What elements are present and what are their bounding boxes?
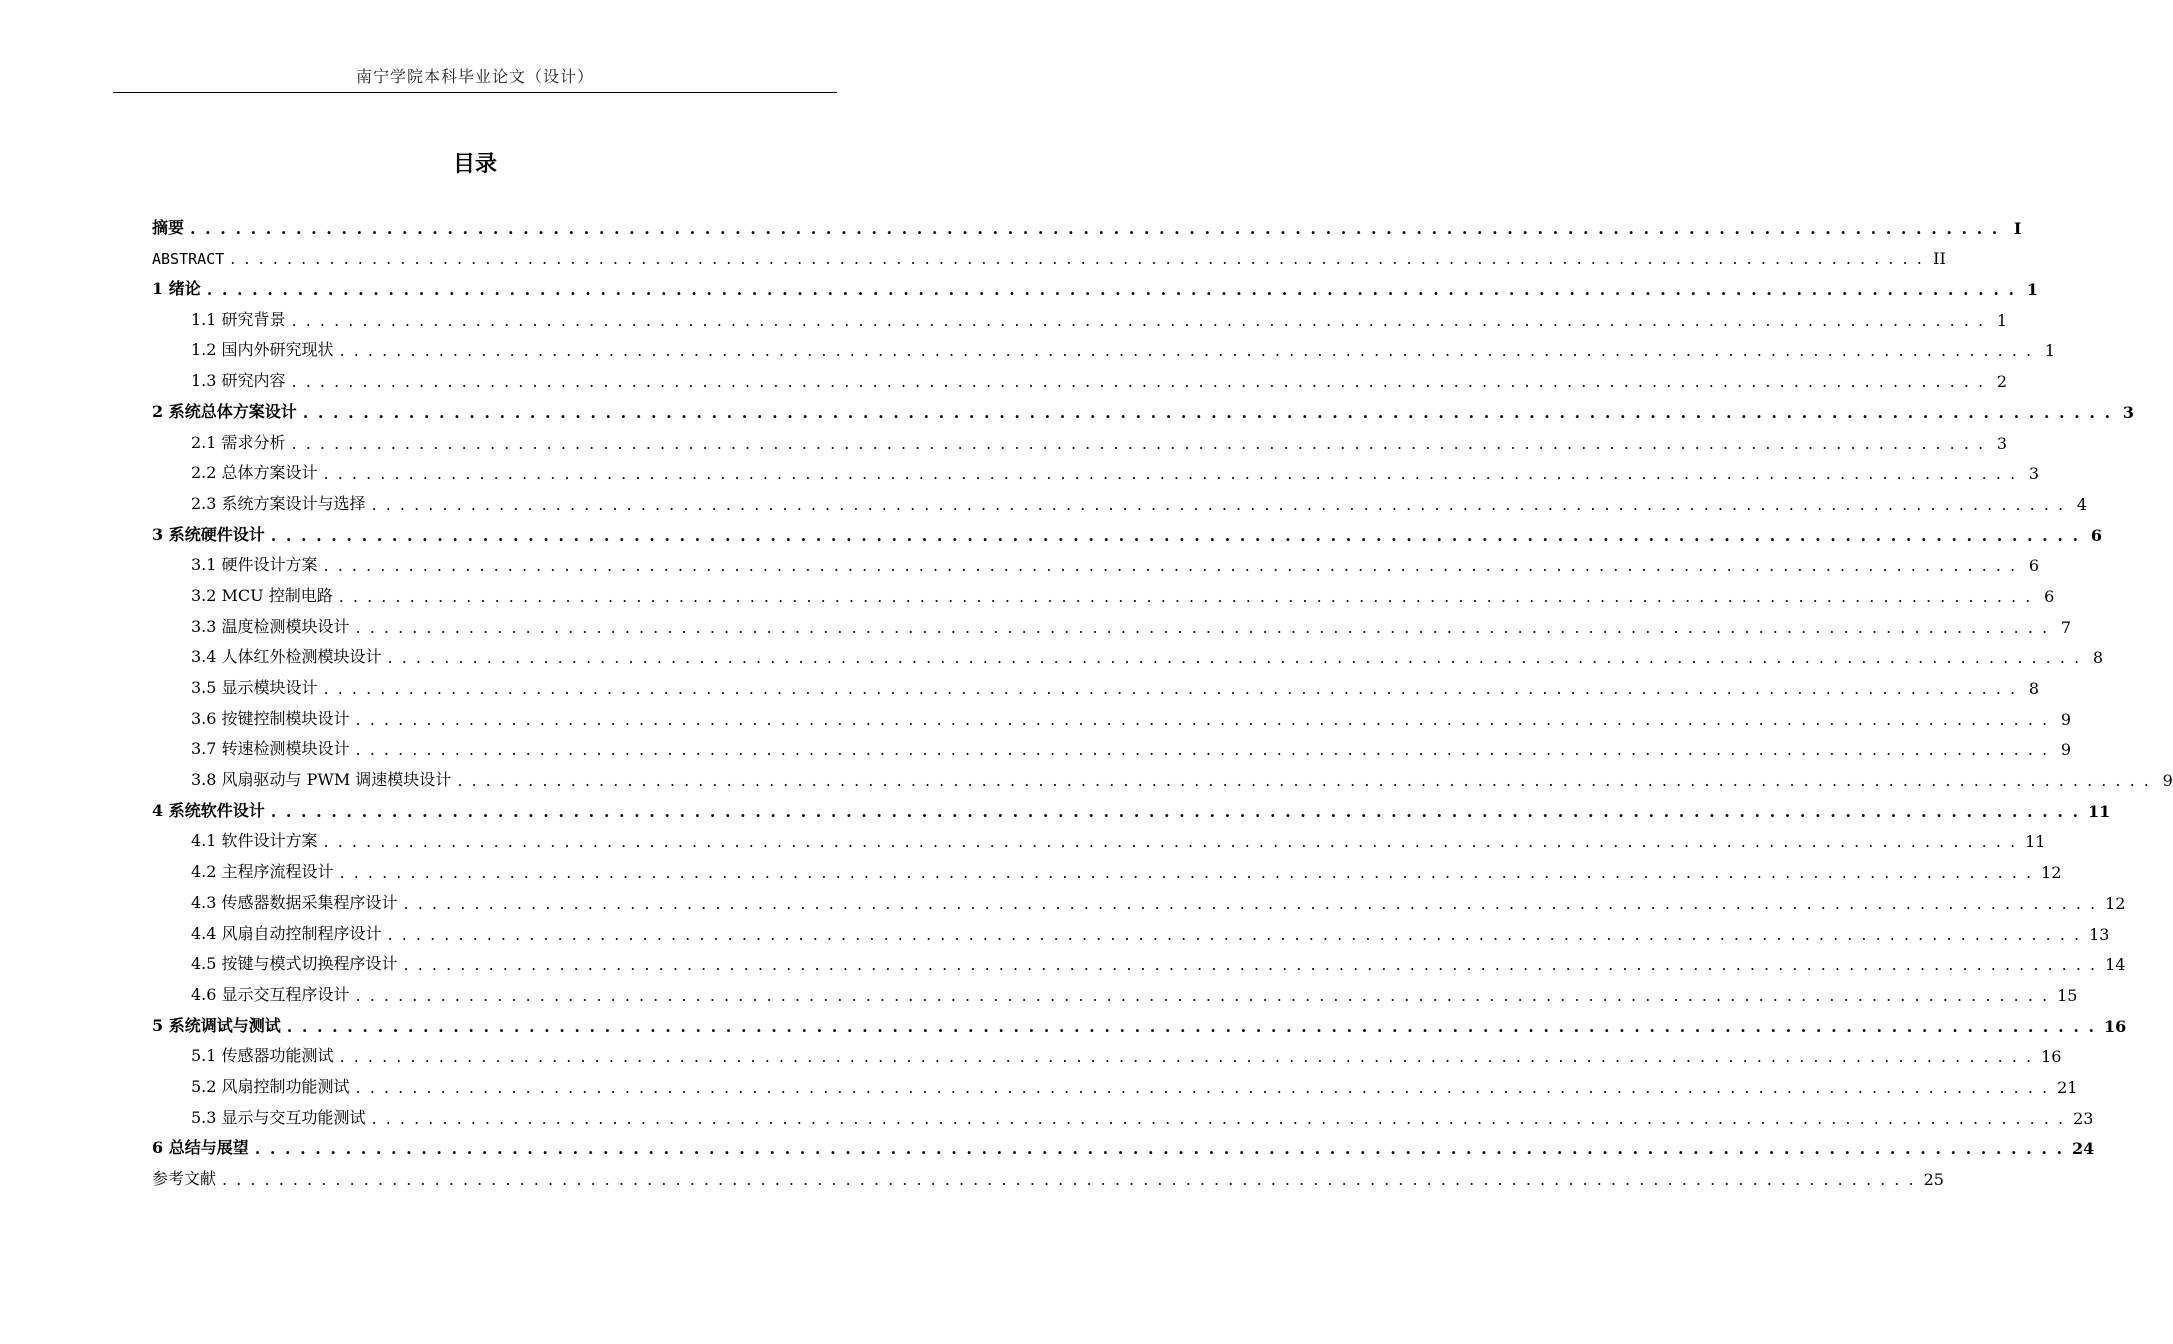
toc-entry[interactable] [152,698,2072,729]
toc-entry-label: 1 绪论 [152,279,201,299]
toc-entry[interactable] [152,360,2008,392]
toc-entry-page: 21 [2057,1077,2078,1097]
toc-entry-label: 4 系统软件设计 [152,800,265,820]
toc-entry-page: 16 [2104,1016,2127,1036]
toc-entry-label: 4.2 主程序流程设计 [191,862,334,882]
toc-entry-label: 4.4 风扇自动控制程序设计 [191,923,382,943]
toc-entry[interactable] [152,268,2039,300]
toc-dot-leader: . . . . . . . . . . . . . . . . . . . . . . . . . . . . . . . . . . . . . . . . . . . . . . . . . . . . . . . . . . . . . . . . . . . . . . . . . . . . . . . . . . . . . . . . . . . . . . . . . . . . . . . . . . . . . . . . . . . . . . . . [387,924,2082,944]
toc-dot-leader: . . . . . . . . . . . . . . . . . . . . . . . . . . . . . . . . . . . . . . . . . . . . . . . . . . . . . . . . . . . . . . . . . . . . . . . . . . . . . . . . . . . . . . . . . . . . . . . . . . . . . . . . . . . . . . . . . . . . . . . . [339,341,2034,361]
toc-entry-page: 16 [2041,1047,2062,1067]
toc-entry-label: 5.3 显示与交互功能测试 [191,1107,366,1127]
toc-dot-leader: . . . . . . . . . . . . . . . . . . . . . . . . . . . . . . . . . . . . . . . . . . . . . . . . . . . . . . . . . . . . . . . . . . . . . . . . . . . . . . . . . . . . . . . . . . . . . . . . . . . . . . . . . . . . . . . . . . . . . . . . [338,586,2033,606]
toc-entry-label: 4.3 传感器数据采集程序设计 [191,892,398,912]
toc-entry-page: 8 [2092,648,2104,668]
toc-entry[interactable] [152,238,1946,269]
toc-entry[interactable] [152,575,2055,606]
header-divider [113,92,837,93]
toc-dot-leader: . . . . . . . . . . . . . . . . . . . . . . . . . . . . . . . . . . . . . . . . . . . . . . . . . . . . . . . . . . . . . . . . . . . . . . . . . . . . . . . . . . . . . . . . . . . . . . . . . . . . . . . . . . . . . . . . . . . . . . . . [270,525,2081,545]
toc-entry-label: 3 系统硬件设计 [152,524,265,544]
toc-entry-page: 12 [2105,893,2126,913]
toc-entry-page: 9 [2060,709,2072,729]
toc-dot-leader: . . . . . . . . . . . . . . . . . . . . . . . . . . . . . . . . . . . . . . . . . . . . . . . . . . . . . . . . . . . . . . . . . . . . . . . . . . . . . . . . . . . . . . . . . . . . . . . . . . . . . . . . . . . . . . . . . . . . . . . . [403,955,2098,975]
toc-entry-page: 3 [1996,433,2008,453]
toc-dot-leader: . . . . . . . . . . . . . . . . . . . . . . . . . . . . . . . . . . . . . . . . . . . . . . . . . . . . . . . . . . . . . . . . . . . . . . . . . . . . . . . . . . . . . . . . . . . . . . . . . . . . . . . . . . . . . . . . . . . . . . . . [323,832,2018,852]
toc-entry[interactable] [152,821,2046,852]
toc-entry-label: 3.5 显示模块设计 [191,678,318,697]
toc-dot-leader: . . . . . . . . . . . . . . . . . . . . . . . . . . . . . . . . . . . . . . . . . . . . . . . . . . . . . . . . . . . . . . . . . . . . . . . . . . . . . . . . . . . . . . . . . . . . . . . . . . . . . . . . . . . . . . . . . . . . . . . . [286,1016,2097,1036]
toc-dot-leader: . . . . . . . . . . . . . . . . . . . . . . . . . . . . . . . . . . . . . . . . . . . . . . . . . . . . . . . . . . . . . . . . . . . . . . . . . . . . . . . . . . . . . . . . . . . . . . . . . . . . . . . . . . . . . . . . . . . . . . . . [291,310,1986,330]
toc-entry-label: 5 系统调试与测试 [152,1015,281,1035]
toc-dot-leader: . . . . . . . . . . . . . . . . . . . . . . . . . . . . . . . . . . . . . . . . . . . . . . . . . . . . . . . . . . . . . . . . . . . . . . . . . . . . . . . . . . . . . . . . . . . . . . . . . . . . . . . . . . . . . . . . . . . . . . . . [323,556,2018,576]
toc-entry-page: 25 [1923,1170,1944,1189]
toc-entry-page: 7 [2060,617,2072,637]
toc-dot-leader: . . . . . . . . . . . . . . . . . . . . . . . . . . . . . . . . . . . . . . . . . . . . . . . . . . . . . . . . . . . . . . . . . . . . . . . . . . . . . . . . . . . . . . . . . . . . . . . . . . . . . . . . . . . . . . . . . . . . . . . . [355,740,2050,760]
toc-entry-page: 2 [1996,372,2008,392]
toc-dot-leader: . . . . . . . . . . . . . . . . . . . . . . . . . . . . . . . . . . . . . . . . . . . . . . . . . . . . . . . . . . . . . . . . . . . . . . . . . . . . . . . . . . . . . . . . . . . . . . . . . . . . . . . . . . . . . . . . . . . . . . . . [270,801,2081,821]
toc-entry[interactable] [152,637,2104,668]
toc-entry-label: 5.1 传感器功能测试 [191,1046,334,1066]
toc-entry[interactable] [152,1005,2127,1036]
toc-entry-label: 参考文献 [152,1169,217,1188]
toc-entry-page: 11 [2088,801,2111,821]
toc-entry-label: 1.2 国内外研究现状 [191,340,334,360]
toc-entry-page: 3 [2028,464,2040,484]
toc-dot-leader: . . . . . . . . . . . . . . . . . . . . . . . . . . . . . . . . . . . . . . . . . . . . . . . . . . . . . . . . . . . . . . . . . . . . . . . . . . . . . . . . . . . . . . . . . . . . . . . . . . . . . . . . . . . . . . . . . . . . . . . . [387,648,2082,668]
toc-entry[interactable] [152,974,2078,1005]
toc-entry-label: 3.1 硬件设计方案 [191,555,318,575]
toc-entry[interactable] [152,1128,2095,1159]
toc-entry-page: 1 [1996,310,2008,330]
toc-entry-label: 摘要 [152,217,185,237]
toc-entry-label: 2.3 系统方案设计与选择 [191,493,366,513]
toc-entry-page: 6 [2090,525,2103,545]
toc-entry[interactable] [152,790,2111,821]
toc-entry[interactable] [152,667,2040,698]
toc-entry-label: 6 总结与展望 [152,1138,249,1158]
toc-entry-page: 8 [2028,679,2040,698]
toc-entry-page: 4 [2076,494,2088,514]
page-title: 目录 [452,152,497,177]
toc-entry[interactable] [152,759,2173,791]
toc-entry[interactable] [152,1097,2094,1128]
toc-entry[interactable] [152,330,2056,361]
toc-entry[interactable] [152,453,2040,484]
toc-entry[interactable] [152,545,2040,576]
toc-entry-label: 3.6 按键控制模块设计 [191,708,350,728]
toc-entry-label: 3.3 温度检测模块设计 [191,616,350,636]
toc-entry-page: 6 [2028,556,2040,576]
toc-dot-leader: . . . . . . . . . . . . . . . . . . . . . . . . . . . . . . . . . . . . . . . . . . . . . . . . . . . . . . . . . . . . . . . . . . . . . . . . . . . . . . . . . . . . . . . . . . . . . . . . . . . . . . . . . . . . . . . . . . . . . . . . [206,280,2017,300]
toc-entry[interactable] [152,514,2103,545]
toc-entry[interactable] [152,1158,1944,1189]
toc-dot-leader: . . . . . . . . . . . . . . . . . . . . . . . . . . . . . . . . . . . . . . . . . . . . . . . . . . . . . . . . . . . . . . . . . . . . . . . . . . . . . . . . . . . . . . . . . . . . . . . . . . . . . . . . . . . . . . . . . . . . . . . . [323,464,2018,484]
toc-entry[interactable] [152,483,2088,514]
toc-entry[interactable] [152,1036,2062,1067]
toc-entry[interactable] [152,882,2126,913]
toc-dot-leader: . . . . . . . . . . . . . . . . . . . . . . . . . . . . . . . . . . . . . . . . . . . . . . . . . . . . . . . . . . . . . . . . . . . . . . . . . . . . . . . . . . . . . . . . . . . . . . . . . . . . . . . . . . . . . . . . . . . . . . . . [355,985,2050,1005]
toc-entry-label: ABSTRACT [152,250,225,269]
toc-entry-page: 1 [2026,280,2039,300]
toc-entry-page: 9 [2060,740,2072,760]
toc-dot-leader: . . . . . . . . . . . . . . . . . . . . . . . . . . . . . . . . . . . . . . . . . . . . . . . . . . . . . . . . . . . . . . . . . . . . . . . . . . . . . . . . . . . . . . . . . . . . . . . . . . . . . . . . . . . . . . . . . . . . . . . . [302,402,2113,422]
toc-entry-label: 2.2 总体方案设计 [191,463,318,483]
toc-entry[interactable] [152,422,2008,453]
toc-dot-leader: . . . . . . . . . . . . . . . . . . . . . . . . . . . . . . . . . . . . . . . . . . . . . . . . . . . . . . . . . . . . . . . . . . . . . . . . . . . . . . . . . . . . . . . . . . . . . . . . . . . . . . . . . . . . . . . . . . . . . . . . [323,679,2018,698]
toc-entry[interactable] [152,1066,2078,1097]
toc-dot-leader: . . . . . . . . . . . . . . . . . . . . . . . . . . . . . . . . . . . . . . . . . . . . . . . . . . . . . . . . . . . . . . . . . . . . . . . . . . . . . . . . . . . . . . . . . . . . . . . . . . . . . . . . . . . . . . . . . . . . . . . . [355,617,2050,637]
toc-dot-leader: . . . . . . . . . . . . . . . . . . . . . . . . . . . . . . . . . . . . . . . . . . . . . . . . . . . . . . . . . . . . . . . . . . . . . . . . . . . . . . . . . . . . . . . . . . . . . . . . . . . . . . . . . . . . . . . . . . . . . . . . [339,1047,2034,1067]
toc-dot-leader: . . . . . . . . . . . . . . . . . . . . . . . . . . . . . . . . . . . . . . . . . . . . . . . . . . . . . . . . . . . . . . . . . . . . . . . . . . . . . . . . . . . . . . . . . . . . . . . . . . . . . . . . . . . . . . . . . . . . . . . . [230,249,1924,269]
toc-entry-page: 15 [2057,985,2078,1005]
toc-entry[interactable] [152,913,2110,944]
toc-entry-page: 13 [2089,924,2110,944]
toc-entry-page: 12 [2041,863,2062,883]
toc-dot-leader: . . . . . . . . . . . . . . . . . . . . . . . . . . . . . . . . . . . . . . . . . . . . . . . . . . . . . . . . . . . . . . . . . . . . . . . . . . . . . . . . . . . . . . . . . . . . . . . . . . . . . . . . . . . . . . . . . . . . . . . . [355,709,2050,729]
toc-entry-page: 6 [2044,586,2055,606]
toc-entry-label: 4.6 显示交互程序设计 [191,984,350,1004]
toc-entry-label: 3.8 风扇驱动与 PWM 调速模块设计 [191,770,452,790]
toc-entry-page: 24 [2072,1139,2095,1159]
toc-dot-leader: . . . . . . . . . . . . . . . . . . . . . . . . . . . . . . . . . . . . . . . . . . . . . . . . . . . . . . . . . . . . . . . . . . . . . . . . . . . . . . . . . . . . . . . . . . . . . . . . . . . . . . . . . . . . . . . . . . . . . . . . [291,372,1986,392]
toc-entry[interactable] [152,391,2135,422]
toc-entry[interactable] [152,606,2072,637]
toc-entry-label: 3.2 MCU 控制电路 [191,585,333,605]
toc-dot-leader: . . . . . . . . . . . . . . . . . . . . . . . . . . . . . . . . . . . . . . . . . . . . . . . . . . . . . . . . . . . . . . . . . . . . . . . . . . . . . . . . . . . . . . . . . . . . . . . . . . . . . . . . . . . . . . . . . . . . . . . . [291,433,1986,453]
toc-dot-leader: . . . . . . . . . . . . . . . . . . . . . . . . . . . . . . . . . . . . . . . . . . . . . . . . . . . . . . . . . . . . . . . . . . . . . . . . . . . . . . . . . . . . . . . . . . . . . . . . . . . . . . . . . . . . . . . . . . . . . . . . [339,863,2034,883]
toc-entry-label: 1.1 研究背景 [191,309,286,329]
toc-entry[interactable] [152,944,2126,975]
toc-entry[interactable] [152,299,2008,330]
toc-entry-page: 14 [2105,955,2126,975]
toc-entry-label: 2 系统总体方案设计 [152,401,297,421]
toc-entry-page: 11 [2025,832,2046,852]
toc-entry-label: 4.5 按键与模式切换程序设计 [191,954,398,974]
toc-entry-page: 3 [2122,402,2135,422]
toc-entry-label: 4.1 软件设计方案 [191,831,318,851]
toc-entry-label: 1.3 研究内容 [191,371,286,391]
toc-entry-label: 2.1 需求分析 [191,432,286,452]
toc-entry[interactable] [152,729,2072,760]
toc-dot-leader: . . . . . . . . . . . . . . . . . . . . . . . . . . . . . . . . . . . . . . . . . . . . . . . . . . . . . . . . . . . . . . . . . . . . . . . . . . . . . . . . . . . . . . . . . . . . . . . . . . . . . . . . . . . . . . . . . . . . . . . . [371,494,2066,514]
toc-entry-page: 9 [2162,771,2173,791]
page-header: 南宁学院本科毕业论文（设计） [355,67,594,86]
toc-entry[interactable] [152,207,2022,238]
toc-dot-leader: . . . . . . . . . . . . . . . . . . . . . . . . . . . . . . . . . . . . . . . . . . . . . . . . . . . . . . . . . . . . . . . . . . . . . . . . . . . . . . . . . . . . . . . . . . . . . . . . . . . . . . . . . . . . . . . . . . . . . . . . [457,771,2151,791]
toc-entry-label: 3.7 转速检测模块设计 [191,739,350,759]
toc-dot-leader: . . . . . . . . . . . . . . . . . . . . . . . . . . . . . . . . . . . . . . . . . . . . . . . . . . . . . . . . . . . . . . . . . . . . . . . . . . . . . . . . . . . . . . . . . . . . . . . . . . . . . . . . . . . . . . . . . . . . . . . . [254,1139,2065,1159]
toc-entry-page: II [1933,249,1946,269]
toc-dot-leader: . . . . . . . . . . . . . . . . . . . . . . . . . . . . . . . . . . . . . . . . . . . . . . . . . . . . . . . . . . . . . . . . . . . . . . . . . . . . . . . . . . . . . . . . . . . . . . . . . . . . . . . . . . . . . . . . . . . . . . . . [222,1170,1916,1189]
table-of-contents [152,207,2173,1189]
toc-entry-page: 1 [2044,341,2056,361]
toc-entry-label: 3.4 人体红外检测模块设计 [191,647,382,667]
toc-dot-leader: . . . . . . . . . . . . . . . . . . . . . . . . . . . . . . . . . . . . . . . . . . . . . . . . . . . . . . . . . . . . . . . . . . . . . . . . . . . . . . . . . . . . . . . . . . . . . . . . . . . . . . . . . . . . . . . . . . . . . . . . [190,218,2000,238]
toc-dot-leader: . . . . . . . . . . . . . . . . . . . . . . . . . . . . . . . . . . . . . . . . . . . . . . . . . . . . . . . . . . . . . . . . . . . . . . . . . . . . . . . . . . . . . . . . . . . . . . . . . . . . . . . . . . . . . . . . . . . . . . . . [355,1077,2050,1097]
toc-entry-label: 5.2 风扇控制功能测试 [191,1076,350,1096]
toc-entry-page: 23 [2073,1108,2094,1128]
toc-entry-page: I [2013,218,2022,238]
toc-entry[interactable] [152,851,2062,883]
toc-dot-leader: . . . . . . . . . . . . . . . . . . . . . . . . . . . . . . . . . . . . . . . . . . . . . . . . . . . . . . . . . . . . . . . . . . . . . . . . . . . . . . . . . . . . . . . . . . . . . . . . . . . . . . . . . . . . . . . . . . . . . . . . [403,893,2098,913]
toc-dot-leader: . . . . . . . . . . . . . . . . . . . . . . . . . . . . . . . . . . . . . . . . . . . . . . . . . . . . . . . . . . . . . . . . . . . . . . . . . . . . . . . . . . . . . . . . . . . . . . . . . . . . . . . . . . . . . . . . . . . . . . . . [371,1108,2066,1128]
